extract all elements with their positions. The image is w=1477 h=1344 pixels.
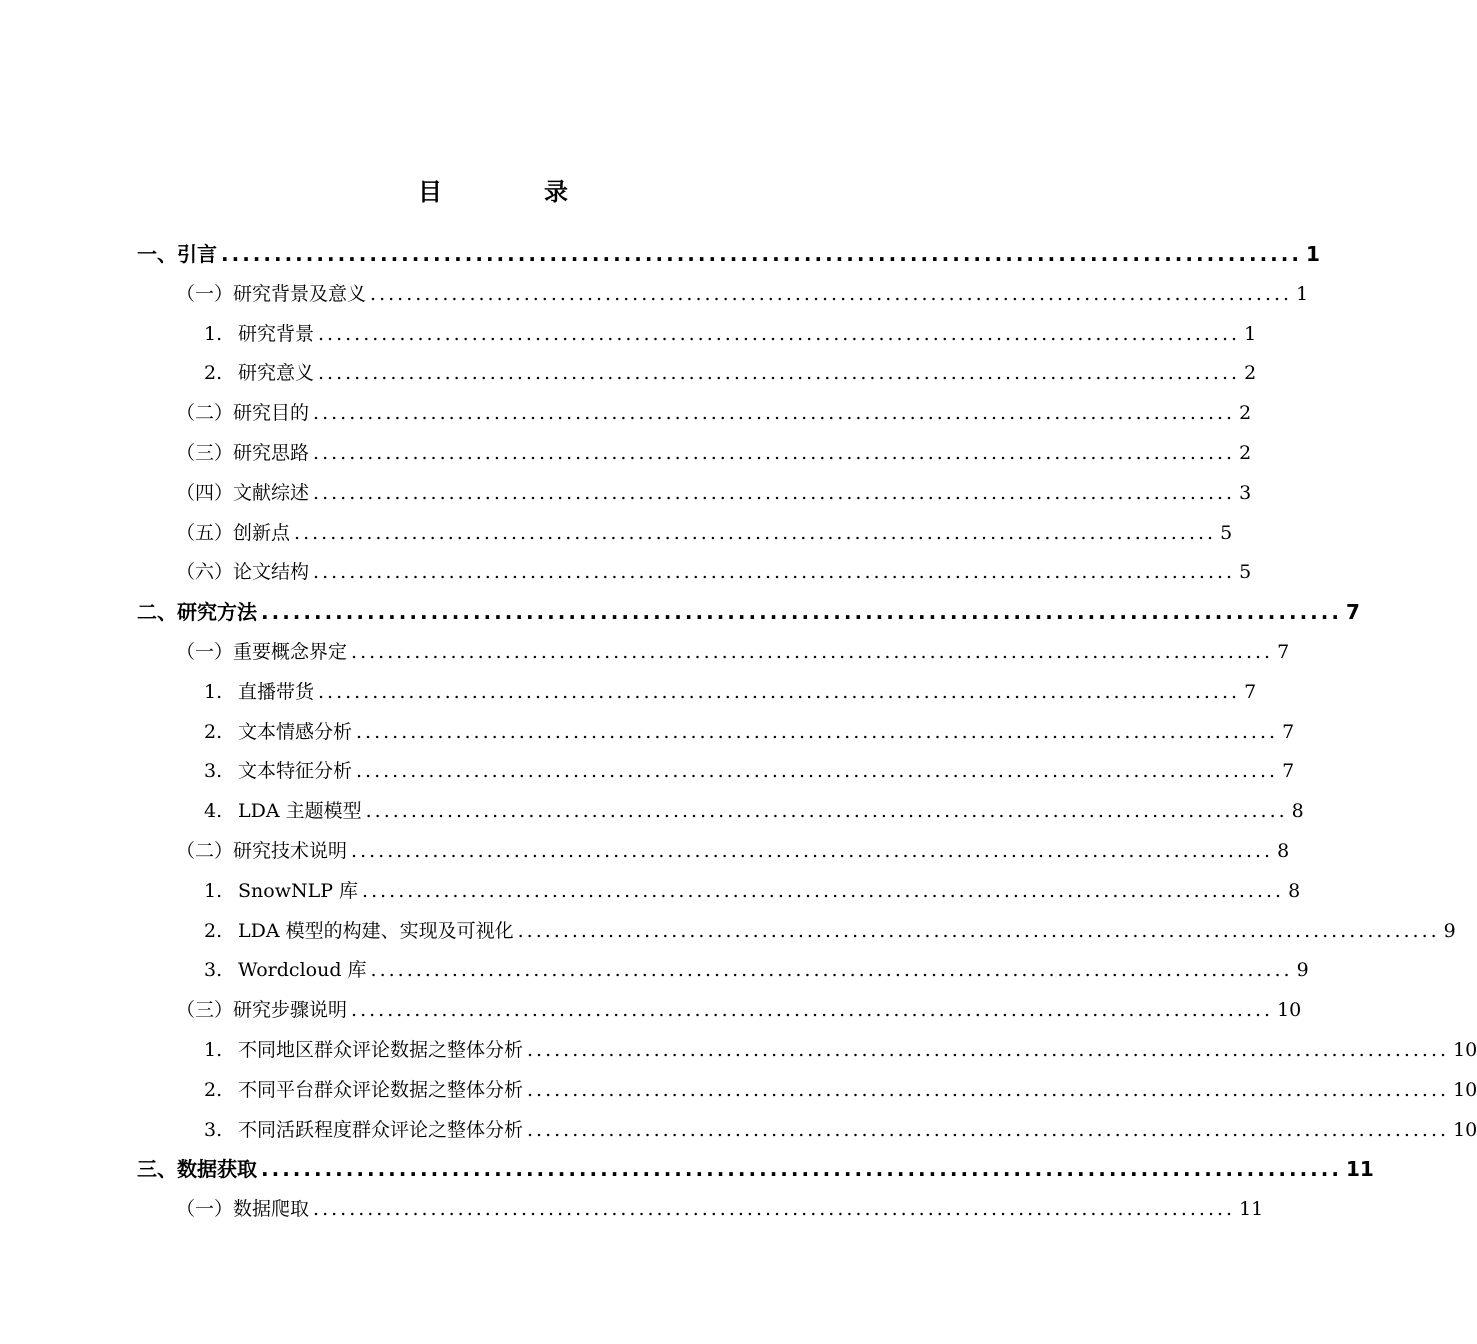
toc-entry-page-number: 8 [1291, 800, 1304, 822]
toc-entry-label: SnowNLP 库 [238, 880, 359, 902]
toc-entry[interactable] [204, 1110, 1477, 1150]
toc-entry-number: （二） [176, 402, 234, 424]
toc-entry-page-number: 11 [1345, 1157, 1374, 1181]
toc-entry-page-number: 9 [1296, 959, 1309, 981]
toc-title-char-2: 录 [544, 178, 568, 206]
toc-entry-page-number: 1 [1305, 242, 1320, 266]
toc-entry[interactable] [204, 871, 1301, 911]
toc-entry-label: 数据爬取 [233, 1198, 310, 1220]
toc-entry-number: 一、 [137, 242, 177, 266]
toc-entry[interactable] [204, 791, 1304, 831]
toc-entry-page-number: 2 [1244, 362, 1257, 384]
toc-entry-number: 4. [204, 800, 223, 822]
toc-entry[interactable] [176, 990, 1302, 1030]
toc-entry[interactable] [176, 1189, 1264, 1229]
toc-entry-number: （一） [176, 283, 234, 305]
toc-dot-leader: ...................................................................................................... [261, 1157, 1342, 1181]
toc-entry[interactable] [204, 1070, 1477, 1110]
toc-entry[interactable] [137, 1149, 1374, 1189]
toc-entry-number: 三、 [137, 1157, 177, 1181]
toc-entry[interactable] [176, 552, 1252, 592]
toc-entry[interactable] [176, 473, 1252, 513]
toc-dot-leader: ...................................................................................................... [313, 442, 1236, 464]
toc-entry-label: 研究背景 [238, 323, 315, 345]
toc-entry-page-number: 2 [1239, 442, 1252, 464]
toc-dot-leader: ...................................................................................................... [362, 880, 1285, 902]
toc-entry-label: 研究意义 [238, 362, 315, 384]
toc-entry[interactable] [204, 751, 1295, 791]
toc-entry-label: 研究技术说明 [233, 840, 348, 862]
toc-entry-label: LDA 主题模型 [238, 800, 362, 822]
toc-entry[interactable] [204, 1030, 1477, 1070]
toc-dot-leader: ...................................................................................................... [318, 681, 1241, 703]
toc-dot-leader: ...................................................................................................... [351, 641, 1274, 663]
toc-dot-leader: ...................................................................................................... [313, 1198, 1236, 1220]
toc-entry-label: 不同活跃程度群众评论之整体分析 [238, 1119, 524, 1141]
toc-entry[interactable] [204, 950, 1309, 990]
toc-dot-leader: ...................................................................................................... [261, 600, 1342, 624]
toc-entry-number: 2. [204, 362, 223, 384]
toc-entry-page-number: 10 [1453, 1039, 1477, 1061]
toc-entry-page-number: 10 [1277, 999, 1302, 1021]
toc-entry-page-number: 8 [1277, 840, 1290, 862]
toc-dot-leader: ...................................................................................................... [294, 522, 1217, 544]
toc-dot-leader: ...................................................................................................... [356, 721, 1279, 743]
toc-dot-leader: ...................................................................................................... [351, 999, 1274, 1021]
toc-entry[interactable] [137, 234, 1320, 274]
toc-entry-number: （三） [176, 442, 234, 464]
toc-dot-leader: ...................................................................................................... [356, 760, 1279, 782]
toc-entry-page-number: 10 [1453, 1119, 1477, 1141]
toc-entry-label: 研究思路 [233, 442, 310, 464]
toc-entry-number: 3. [204, 1119, 223, 1141]
toc-dot-leader: ...................................................................................................... [527, 1079, 1450, 1101]
toc-entry-label: 研究目的 [233, 402, 310, 424]
toc-entry[interactable] [176, 393, 1252, 433]
toc-entry-number: （三） [176, 999, 234, 1021]
toc-entry-label: 不同平台群众评论数据之整体分析 [238, 1079, 524, 1101]
toc-entry[interactable] [176, 513, 1233, 553]
toc-entry-page-number: 7 [1282, 760, 1295, 782]
toc-entry-label: 研究方法 [177, 600, 257, 624]
toc-entry-page-number: 8 [1288, 880, 1301, 902]
toc-entry[interactable] [137, 592, 1360, 632]
toc-dot-leader: ...................................................................................................... [370, 283, 1293, 305]
toc-entry[interactable] [176, 433, 1252, 473]
toc-entry-page-number: 2 [1239, 402, 1252, 424]
toc-dot-leader: ...................................................................................................... [527, 1119, 1450, 1141]
toc-entry-label: 论文结构 [233, 561, 310, 583]
toc-entry[interactable] [176, 274, 1309, 314]
toc-entry-number: （二） [176, 840, 234, 862]
toc-entry-number: 3. [204, 760, 223, 782]
toc-entry-number: 2. [204, 920, 223, 942]
toc-title-char-1: 目 [418, 178, 442, 206]
toc-dot-leader: ...................................................................................................... [527, 1039, 1450, 1061]
toc-dot-leader: ...................................................................................................... [351, 840, 1274, 862]
toc-entry[interactable] [204, 911, 1456, 951]
toc-entry-number: （五） [176, 522, 234, 544]
toc-entry-label: 文献综述 [233, 482, 310, 504]
toc-entry-label: 文本特征分析 [238, 760, 353, 782]
toc-entry-page-number: 1 [1244, 323, 1257, 345]
toc-entry-label: 文本情感分析 [238, 721, 353, 743]
toc-dot-leader: ...................................................................................................... [370, 959, 1293, 981]
toc-entry-number: 2. [204, 721, 223, 743]
toc-entry-number: 1. [204, 880, 223, 902]
toc-entry-label: LDA 模型的构建、实现及可视化 [238, 920, 514, 942]
toc-dot-leader: ...................................................................................................... [313, 402, 1236, 424]
toc-entry-number: （一） [176, 641, 234, 663]
toc-entry[interactable] [204, 314, 1257, 354]
toc-entry-number: （一） [176, 1198, 234, 1220]
toc-entry-number: 2. [204, 1079, 223, 1101]
toc-entry-label: 重要概念界定 [233, 641, 348, 663]
toc-dot-leader: ...................................................................................................... [313, 561, 1236, 583]
toc-entry-page-number: 7 [1345, 600, 1360, 624]
toc-dot-leader: ...................................................................................................... [365, 800, 1288, 822]
toc-entry-label: 直播带货 [238, 681, 315, 703]
toc-entry-label: 研究背景及意义 [233, 283, 367, 305]
toc-entry-number: （六） [176, 561, 234, 583]
toc-entry-page-number: 5 [1220, 522, 1233, 544]
toc-entry-number: 二、 [137, 600, 177, 624]
toc-entry-label: 研究步骤说明 [233, 999, 348, 1021]
toc-entry-page-number: 10 [1453, 1079, 1477, 1101]
toc-entry-number: 1. [204, 681, 223, 703]
toc-entry-number: 3. [204, 959, 223, 981]
toc-entry-page-number: 7 [1277, 641, 1290, 663]
toc-entry[interactable] [176, 632, 1290, 672]
toc-entry[interactable] [204, 672, 1257, 712]
toc-entry-label: 创新点 [233, 522, 291, 544]
toc-entry-label: 引言 [177, 242, 217, 266]
toc-entry-page-number: 11 [1239, 1198, 1264, 1220]
toc-entry[interactable] [204, 353, 1257, 393]
toc-entry-page-number: 1 [1296, 283, 1309, 305]
toc-dot-leader: ...................................................................................................... [313, 482, 1236, 504]
toc-entry-page-number: 5 [1239, 561, 1252, 583]
toc-entry-page-number: 7 [1244, 681, 1257, 703]
toc-dot-leader: ...................................................................................................... [318, 362, 1241, 384]
toc-entry-label: Wordcloud 库 [238, 959, 367, 981]
toc-entry-number: 1. [204, 1039, 223, 1061]
toc-entry-page-number: 3 [1239, 482, 1252, 504]
toc-entry-label: 数据获取 [177, 1157, 257, 1181]
toc-entry-page-number: 7 [1282, 721, 1295, 743]
toc-entry-number: 1. [204, 323, 223, 345]
toc-dot-leader: ...................................................................................................... [318, 323, 1241, 345]
toc-dot-leader: ...................................................................................................... [221, 242, 1302, 266]
toc-entry[interactable] [204, 712, 1295, 752]
toc-entry[interactable] [176, 831, 1290, 871]
toc-entry-label: 不同地区群众评论数据之整体分析 [238, 1039, 524, 1061]
toc-title [0, 172, 950, 208]
toc-entry-number: （四） [176, 482, 234, 504]
toc-entry-page-number: 9 [1443, 920, 1456, 942]
toc-dot-leader: ...................................................................................................... [517, 920, 1440, 942]
